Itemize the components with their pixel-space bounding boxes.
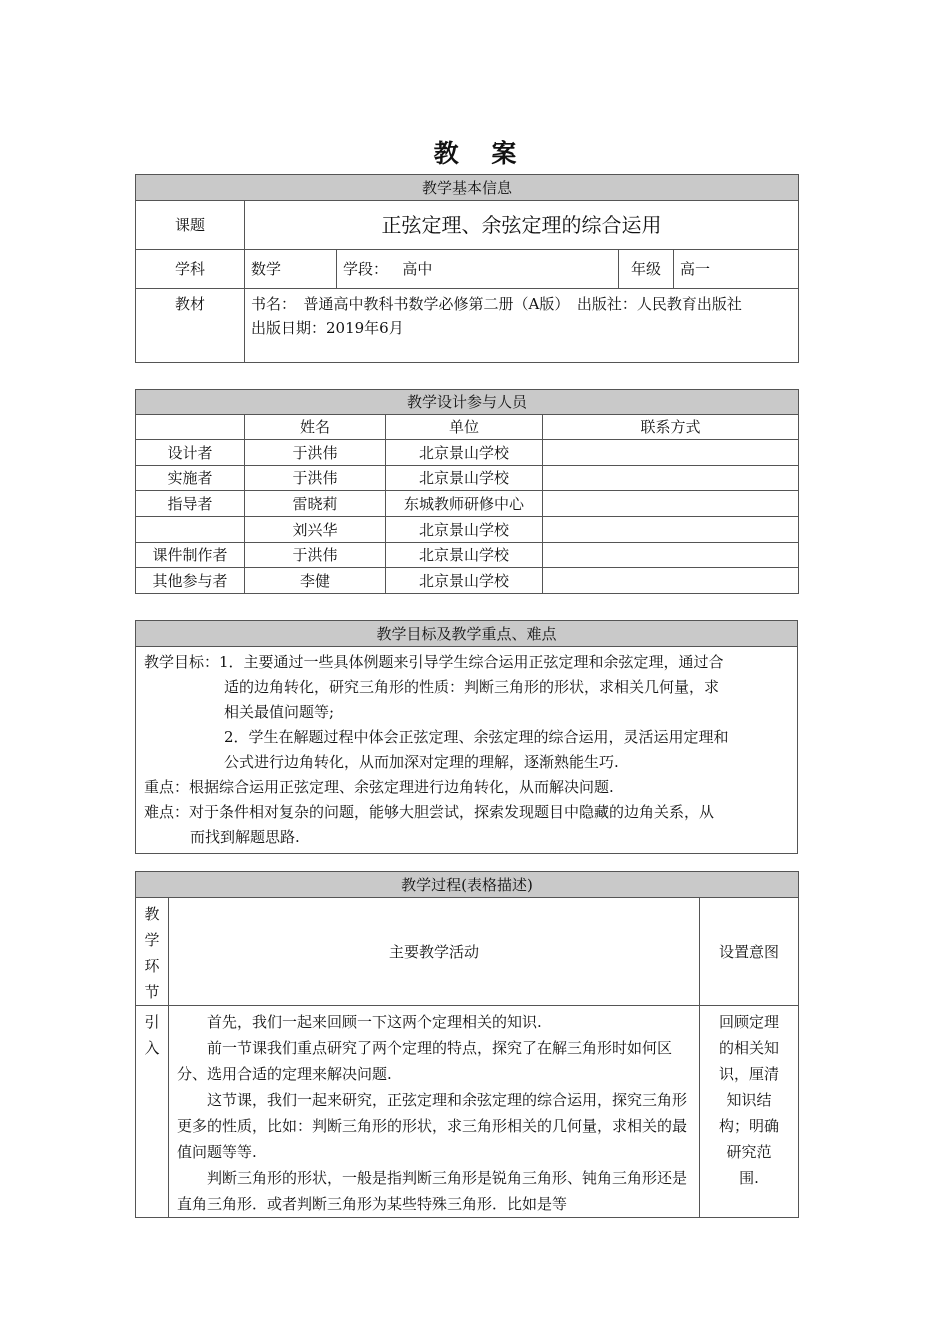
participant-role: 实施者: [136, 466, 245, 491]
participant-role: 其他参与者: [136, 568, 245, 594]
participant-unit: 北京景山学校: [386, 543, 543, 568]
participant-name: 刘兴华: [245, 517, 386, 543]
activity-text: [169, 1006, 700, 1218]
process-table: [135, 871, 799, 1218]
goals-body: [136, 647, 798, 854]
participant-name: 于洪伟: [245, 466, 386, 491]
participant-name: 雷晓莉: [245, 491, 386, 517]
stage-label: 学段：: [343, 260, 389, 278]
intent-column-header: 设置意图: [700, 898, 799, 1006]
participant-role: 课件制作者: [136, 543, 245, 568]
participant-unit: 北京景山学校: [386, 440, 543, 466]
participant-role: [136, 517, 245, 543]
participant-contact: [543, 466, 799, 491]
participants-table: [135, 389, 799, 594]
subject-label: 学科: [136, 250, 245, 289]
table-row: [136, 491, 799, 517]
topic-value: 正弦定理、余弦定理的综合运用: [245, 201, 799, 250]
textbook-date: 出版日期：2019年6月: [251, 319, 404, 337]
difficulty-point-cont: 而找到解题思路.: [190, 828, 300, 846]
participant-name: 于洪伟: [245, 440, 386, 466]
participant-unit: 东城教师研修中心: [386, 491, 543, 517]
grade-value: 高一: [674, 250, 799, 289]
activity-paragraph: 前一节课我们重点研究了两个定理的特点，探究了在解三角形时如何区分、选用合适的定理来解决问题.: [177, 1039, 673, 1083]
table-row: [136, 440, 799, 466]
participant-role: 设计者: [136, 440, 245, 466]
participant-unit: 北京景山学校: [386, 517, 543, 543]
table-row: [136, 466, 799, 491]
activity-paragraph: 首先，我们一起来回顾一下这两个定理相关的知识.: [207, 1013, 542, 1031]
column-header: [136, 415, 245, 440]
goal-line: 相关最值问题等;: [224, 703, 335, 721]
basic-info-header: 教学基本信息: [136, 175, 799, 201]
activity-paragraph: 判断三角形的形状，一般是指判断三角形是锐角三角形、钝角三角形还是直角三角形．或者判断三角形为某些特殊三角形．比如是等: [177, 1169, 688, 1213]
goals-table: [135, 620, 798, 854]
table-row: [136, 568, 799, 594]
stage-intro: 引 入: [136, 1006, 169, 1218]
column-header-contact: 联系方式: [543, 415, 799, 440]
participant-contact: [543, 517, 799, 543]
intent-text: 回顾定理 的相关知 识，厘清 知识结 构；明确 研究范 围.: [700, 1006, 799, 1218]
activity-column-header: 主要教学活动: [169, 898, 700, 1006]
difficulty-point: 难点：对于条件相对复杂的问题，能够大胆尝试，探索发现题目中隐藏的边角关系，从: [144, 803, 715, 821]
goal-line: 教学目标：1．主要通过一些具体例题来引导学生综合运用正弦定理和余弦定理，通过合: [144, 653, 724, 671]
stage-value: 高中: [402, 260, 433, 278]
goal-line: 2．学生在解题过程中体会正弦定理、余弦定理的综合运用，灵活运用定理和: [224, 728, 729, 746]
page-title: 教 案: [433, 139, 529, 168]
goals-header: 教学目标及教学重点、难点: [136, 621, 798, 647]
process-header: 教学过程(表格描述): [136, 872, 799, 898]
stage-column-header: 教 学 环 节: [136, 898, 169, 1006]
participant-contact: [543, 491, 799, 517]
goal-line: 适的边角转化，研究三角形的性质：判断三角形的形状，求相关几何量，求: [224, 678, 720, 696]
participant-unit: 北京景山学校: [386, 466, 543, 491]
textbook-info: 书名： 普通高中教科书数学必修第二册（A版） 出版社：人民教育出版社: [251, 295, 742, 313]
subject-value: 数学: [245, 250, 337, 289]
grade-label: 年级: [619, 250, 674, 289]
participant-contact: [543, 543, 799, 568]
participant-name: 于洪伟: [245, 543, 386, 568]
column-header-unit: 单位: [386, 415, 543, 440]
participant-name: 李健: [245, 568, 386, 594]
activity-paragraph: 这节课，我们一起来研究，正弦定理和余弦定理的综合运用，探究三角形更多的性质，比如：判断三角形的形状，求三角形相关的几何量，求相关的最值问题等等.: [177, 1091, 688, 1161]
participant-contact: [543, 440, 799, 466]
stage-cell: [337, 250, 619, 289]
table-row: [136, 517, 799, 543]
participant-unit: 北京景山学校: [386, 568, 543, 594]
participant-contact: [543, 568, 799, 594]
textbook-cell: [245, 289, 799, 363]
textbook-label: 教材: [136, 289, 245, 363]
basic-info-table: [135, 174, 799, 363]
column-header-name: 姓名: [245, 415, 386, 440]
participant-role: 指导者: [136, 491, 245, 517]
participants-header: 教学设计参与人员: [136, 390, 799, 415]
goal-line: 公式进行边角转化，从而加深对定理的理解，逐渐熟能生巧.: [224, 753, 619, 771]
table-row: [136, 543, 799, 568]
topic-label: 课题: [136, 201, 245, 250]
key-point: 重点：根据综合运用正弦定理、余弦定理进行边角转化，从而解决问题.: [144, 778, 614, 796]
